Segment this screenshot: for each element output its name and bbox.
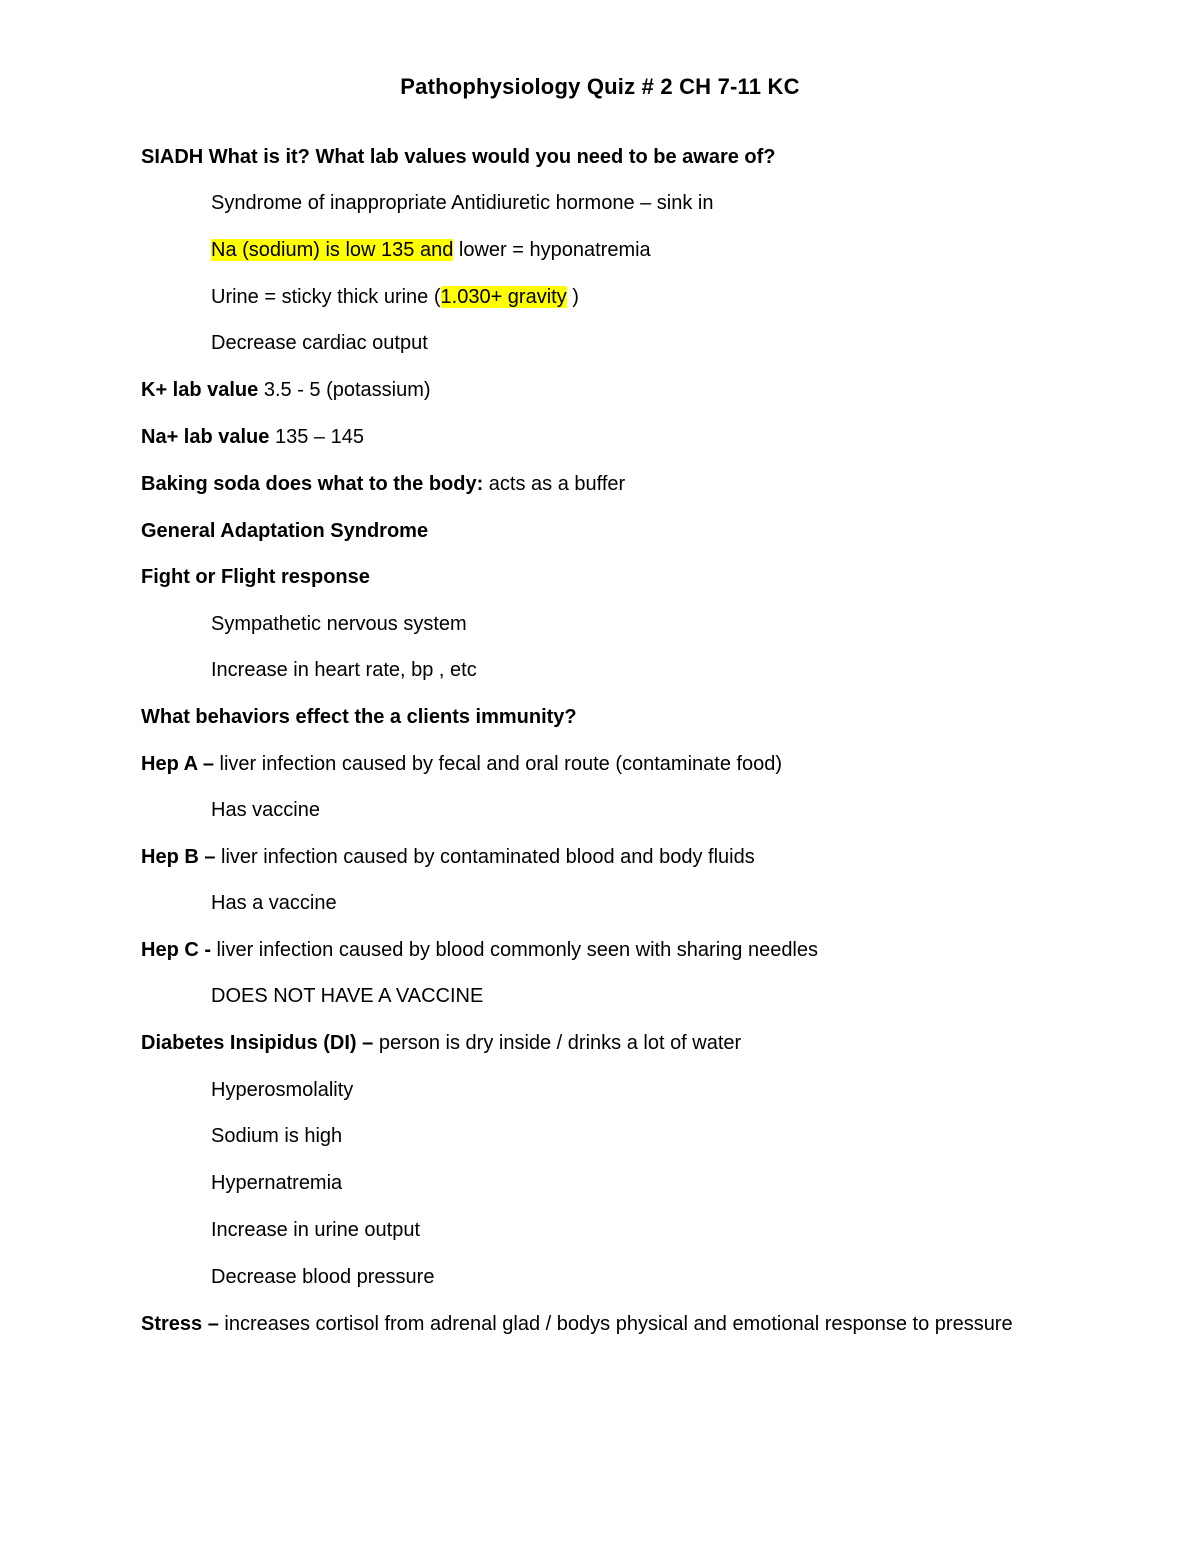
fight-flight-item: Increase in heart rate, bp , etc bbox=[211, 659, 477, 681]
sodium-line bbox=[141, 424, 364, 450]
hep-b-text: liver infection caused by contaminated blood and body fluids bbox=[215, 846, 755, 868]
di-item: Sodium is high bbox=[211, 1125, 343, 1147]
siadh-cardiac: Decrease cardiac output bbox=[211, 332, 428, 354]
behaviors-question: What behaviors effect the a clients immunity? bbox=[141, 706, 577, 728]
urine-highlight: 1.030+ gravity bbox=[440, 286, 567, 308]
hep-a-text: liver infection caused by fecal and oral route (contaminate food) bbox=[213, 753, 783, 775]
potassium-value: 3.5 - 5 (potassium) bbox=[258, 379, 431, 401]
siadh-definition: Syndrome of inappropriate Antidiuretic hormone – sink in bbox=[211, 192, 714, 214]
di-line bbox=[141, 1030, 741, 1056]
sodium-label: Na+ lab value bbox=[141, 426, 270, 448]
urine-suffix: ) bbox=[566, 286, 579, 308]
di-item: Decrease blood pressure bbox=[211, 1266, 435, 1288]
hep-c-note: DOES NOT HAVE A VACCINE bbox=[211, 985, 484, 1007]
potassium-line bbox=[141, 377, 431, 403]
hep-c-label: Hep C - bbox=[141, 939, 211, 961]
siadh-question: SIADH What is it? What lab values would you need to be aware of? bbox=[141, 146, 776, 168]
hep-b-line bbox=[141, 844, 755, 870]
fight-flight-heading: Fight or Flight response bbox=[141, 566, 370, 588]
baking-soda-label: Baking soda does what to the body: bbox=[141, 473, 484, 495]
baking-soda-value: acts as a buffer bbox=[483, 473, 626, 495]
hep-a-line bbox=[141, 751, 782, 777]
stress-paragraph bbox=[141, 1309, 1041, 1340]
hep-b-label: Hep B – bbox=[141, 846, 216, 868]
sodium-highlight: Na (sodium) is low 135 and bbox=[211, 239, 454, 261]
hep-c-text: liver infection caused by blood commonly seen with sharing needles bbox=[211, 939, 819, 961]
siadh-urine bbox=[211, 284, 579, 310]
hep-a-note: Has vaccine bbox=[211, 799, 320, 821]
di-item: Hyperosmolality bbox=[211, 1079, 354, 1101]
hep-b-note: Has a vaccine bbox=[211, 892, 337, 914]
di-label: Diabetes Insipidus (DI) – bbox=[141, 1032, 374, 1054]
di-text: person is dry inside / drinks a lot of water bbox=[373, 1032, 742, 1054]
baking-soda-line bbox=[141, 471, 625, 497]
potassium-label: K+ lab value bbox=[141, 379, 259, 401]
di-item: Hypernatremia bbox=[211, 1172, 343, 1194]
sodium-value: 135 – 145 bbox=[269, 426, 364, 448]
stress-text: increases cortisol from adrenal glad / bodys physical and emotional response to pressure bbox=[218, 1313, 1013, 1335]
fight-flight-item: Sympathetic nervous system bbox=[211, 613, 467, 635]
sodium-rest: lower = hyponatremia bbox=[453, 239, 651, 261]
hep-a-label: Hep A – bbox=[141, 753, 214, 775]
stress-label: Stress – bbox=[141, 1313, 219, 1335]
gas-heading: General Adaptation Syndrome bbox=[141, 520, 429, 542]
hep-c-line bbox=[141, 937, 818, 963]
urine-prefix: Urine = sticky thick urine ( bbox=[211, 286, 441, 308]
siadh-sodium bbox=[211, 237, 651, 263]
page-title: Pathophysiology Quiz # 2 CH 7-11 KC bbox=[400, 74, 800, 99]
di-item: Increase in urine output bbox=[211, 1219, 421, 1241]
